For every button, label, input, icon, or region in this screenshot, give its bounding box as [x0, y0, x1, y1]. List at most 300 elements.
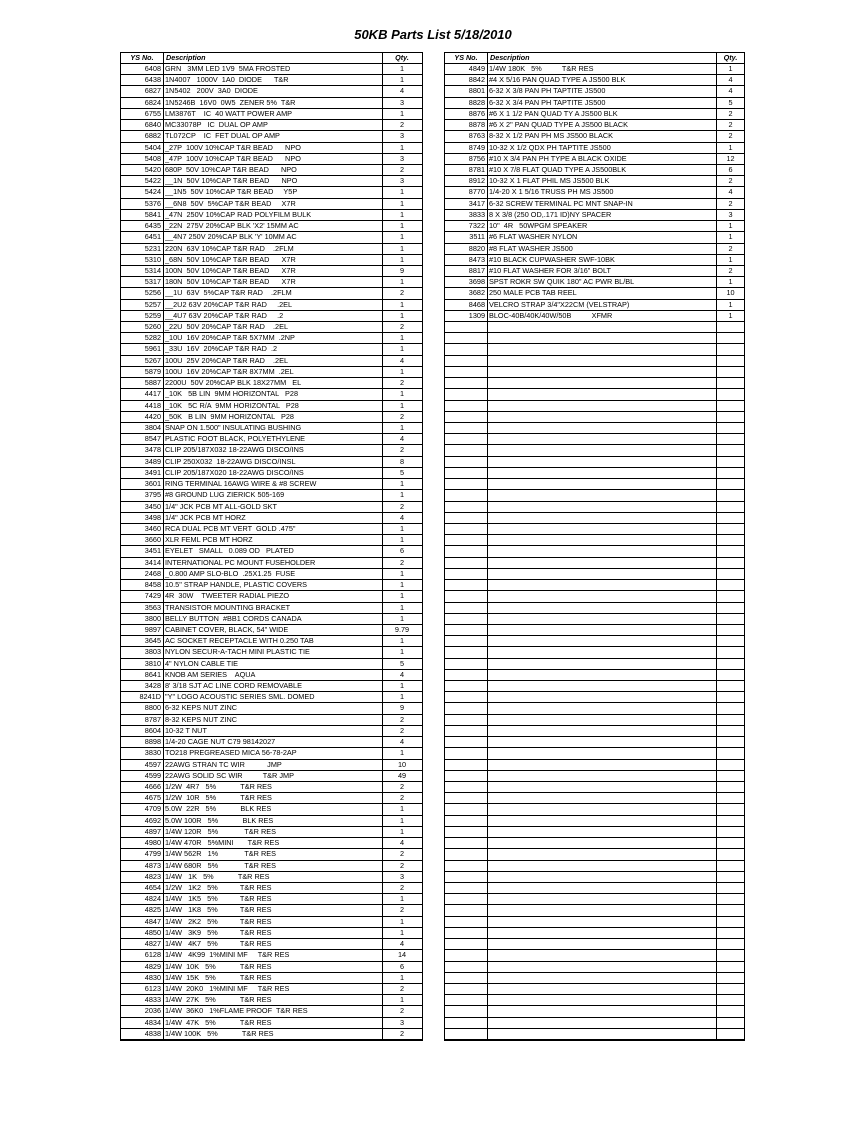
description-cell: BELLY BUTTON #BB1 CORDS CANADA — [165, 613, 302, 623]
table-row — [445, 928, 744, 939]
ys-no-cell: 3601 — [144, 479, 161, 489]
table-row — [121, 367, 422, 378]
description-cell: BLOC-40B/40K/40W/50B XFMR — [489, 310, 613, 320]
ys-no-cell: 3491 — [144, 467, 161, 477]
ys-no-cell: 8800 — [144, 703, 161, 713]
ys-no-cell: 5879 — [144, 366, 161, 376]
ys-no-cell: 1309 — [468, 310, 485, 320]
table-row — [445, 726, 744, 737]
table-row — [445, 793, 744, 804]
table-row — [121, 849, 422, 860]
description-cell: #8 GROUND LUG ZIERICK 505-169 — [165, 490, 285, 500]
qty-cell: 2 — [399, 793, 405, 803]
table-row — [121, 692, 422, 703]
table-row — [121, 962, 422, 973]
ys-no-cell: 4825 — [144, 905, 161, 915]
ys-no-cell: 3563 — [144, 602, 161, 612]
qty-cell: 4 — [728, 187, 733, 197]
table-row — [445, 277, 744, 288]
table-row — [445, 490, 744, 501]
description-cell: INTERNATIONAL PC MOUNT FUSEHOLDER — [165, 557, 316, 567]
qty-cell: 10 — [726, 288, 735, 298]
ys-no-cell: 4417 — [144, 389, 161, 399]
description-cell: EYELET SMALL 0.089 OD PLATED — [165, 546, 294, 556]
table-row — [121, 165, 422, 176]
description-cell: NYLON SECUR-A-TACH MINI PLASTIC TIE — [165, 647, 310, 657]
table-row — [121, 760, 422, 771]
ys-no-cell: 5314 — [144, 265, 161, 275]
qty-cell: 1 — [399, 299, 405, 309]
description-cell: _47N 250V 10%CAP RAD POLYFILM BULK — [165, 209, 312, 219]
ys-no-cell: 3511 — [469, 232, 485, 242]
ys-no-cell: 3478 — [144, 445, 161, 455]
ys-no-cell: 4654 — [144, 882, 161, 892]
description-cell: CLIP 205/187X032 18-22AWG DISCO/INS — [165, 445, 304, 455]
description-cell: #4 X 5/16 PAN QUAD TYPE A JS500 BLK — [489, 75, 626, 85]
qty-cell: 1 — [399, 927, 405, 937]
ys-no-cell: 4847 — [144, 916, 161, 926]
parts-table-left — [120, 52, 423, 1041]
qty-cell: 3 — [399, 176, 405, 186]
table-row — [445, 64, 744, 75]
table-row — [445, 311, 744, 322]
description-cell: PLASTIC FOOT BLACK, POLYETHYLENE — [165, 434, 306, 444]
qty-cell: 3 — [399, 871, 405, 881]
table-row — [445, 187, 744, 198]
qty-cell: 2 — [399, 445, 405, 455]
qty-cell: 1 — [399, 366, 405, 376]
parts-table-right — [444, 52, 745, 1041]
description-cell: 1/2W 10R 5% T&R RES — [165, 793, 272, 803]
ys-no-cell: 5310 — [144, 254, 161, 264]
ys-no-cell: 8912 — [468, 176, 485, 186]
header-qty: Qty. — [723, 53, 738, 62]
description-cell: #6 X 2" PAN QUAD TYPE A JS500 BLACK — [489, 120, 629, 130]
description-cell: __1N5 50V 10%CAP T&R BEAD Y5P — [165, 187, 298, 197]
table-row — [445, 232, 744, 243]
description-cell: RING TERMINAL 16AWG WIRE & #8 SCREW — [165, 479, 317, 489]
ys-no-cell: 9897 — [144, 624, 161, 634]
qty-cell: 4 — [728, 86, 733, 96]
description-cell: 1/4W 680R 5% T&R RES — [165, 860, 276, 870]
qty-cell: 1 — [399, 748, 405, 758]
ys-no-cell: 4897 — [144, 826, 161, 836]
table-row — [445, 905, 744, 916]
table-row — [121, 726, 422, 737]
ys-no-cell: 5408 — [144, 153, 161, 163]
ys-no-cell: 6438 — [144, 75, 161, 85]
qty-cell: 1 — [728, 232, 733, 242]
table-row — [445, 378, 744, 389]
qty-cell: 9.79 — [394, 624, 410, 634]
description-cell: TO218 PREGREASED MICA 56-78-2AP — [165, 748, 297, 758]
ys-no-cell: 6755 — [144, 108, 161, 118]
table-row — [445, 917, 744, 928]
description-cell: 1N5246B 16V0 0W5 ZENER 5% T&R — [165, 97, 296, 107]
description-cell: 8' 3/18 SJT AC LINE CORD REMOVABLE — [165, 681, 302, 691]
description-cell: 22AWG STRAN TC WIR JMP — [165, 759, 282, 769]
ys-no-cell: 6128 — [144, 950, 161, 960]
ys-no-cell: 4829 — [144, 961, 161, 971]
table-row — [121, 479, 422, 490]
description-cell: 100U 16V 20%CAP T&R 8X7MM .2EL — [165, 366, 294, 376]
description-cell: 1/4W 1K5 5% T&R RES — [165, 894, 272, 904]
qty-cell: 4 — [399, 669, 405, 679]
table-row — [445, 86, 744, 97]
description-cell: _27P 100V 10%CAP T&R BEAD NPO — [165, 142, 301, 152]
description-cell: __2U2 63V 20%CAP T&R RAD .2EL — [165, 299, 293, 309]
table-row — [445, 288, 744, 299]
table-row — [445, 1018, 744, 1029]
qty-cell: 1 — [399, 232, 405, 242]
table-row — [121, 244, 422, 255]
table-row — [445, 210, 744, 221]
ys-no-cell: 5260 — [144, 322, 161, 332]
table-row — [121, 928, 422, 939]
qty-cell: 1 — [399, 815, 405, 825]
qty-cell: 1 — [399, 591, 405, 601]
ys-no-cell: 3800 — [144, 613, 161, 623]
ys-no-cell: 3450 — [144, 501, 161, 511]
qty-cell: 2 — [399, 288, 405, 298]
qty-cell: 2 — [399, 1006, 405, 1016]
table-row — [445, 333, 744, 344]
description-cell: #10 X 3/4 PAN PH TYPE A BLACK OXIDE — [489, 153, 627, 163]
description-cell: LM3876T IC 40 WATT POWER AMP — [165, 108, 293, 118]
qty-cell: 9 — [399, 265, 405, 275]
header-description: Description — [166, 53, 206, 62]
ys-no-cell: 4849 — [468, 64, 485, 73]
table-row — [445, 973, 744, 984]
ys-no-cell: 4799 — [144, 849, 161, 859]
qty-cell: 4 — [399, 737, 405, 747]
table-row — [121, 647, 422, 658]
qty-cell: 1 — [399, 333, 405, 343]
description-cell: 5.0W 22R 5% BLK RES — [165, 804, 272, 814]
table-row — [121, 883, 422, 894]
description-cell: "Y" LOGO ACOUSTIC SERIES SML. DOMED — [165, 692, 315, 702]
ys-no-cell: 4692 — [144, 815, 161, 825]
qty-cell: 1 — [399, 636, 405, 646]
qty-cell: 1 — [399, 75, 405, 85]
table-row — [121, 838, 422, 849]
ys-no-cell: 3460 — [144, 523, 161, 533]
table-row — [445, 143, 744, 154]
ys-no-cell: 3830 — [144, 748, 161, 758]
table-row — [445, 367, 744, 378]
ys-no-cell: 4823 — [144, 871, 161, 881]
ys-no-cell: 6408 — [144, 64, 161, 73]
table-row — [445, 109, 744, 120]
ys-no-cell: 3451 — [144, 546, 161, 556]
qty-cell: 2 — [399, 725, 405, 735]
description-cell: _0.800 AMP SLO-BLO .25X1.25 FUSE — [165, 568, 296, 578]
page-title: 50KB Parts List 5/18/2010 — [354, 27, 512, 42]
description-cell: 1/4" JCK PCB MT ALL-GOLD SKT — [165, 501, 277, 511]
ys-no-cell: 5841 — [144, 209, 161, 219]
qty-cell: 1 — [728, 299, 733, 309]
description-cell: __4U7 63V 20%CAP T&R RAD .2 — [165, 310, 284, 320]
table-row — [121, 322, 422, 333]
qty-cell: 1 — [399, 64, 405, 73]
table-row — [121, 950, 422, 961]
table-row — [121, 86, 422, 97]
description-cell: 1N5402 200V 3A0 DIODE — [165, 86, 258, 96]
description-cell: 6-32 X 3/8 PAN PH TAPTITE JS500 — [489, 86, 606, 96]
qty-cell: 2 — [399, 782, 405, 791]
ys-no-cell: 3810 — [144, 658, 161, 668]
description-cell: 1/4W 180K 5% T&R RES — [489, 64, 594, 73]
table-row — [445, 120, 744, 131]
description-cell: 220N 63V 10%CAP T&R RAD .2FLM — [165, 243, 294, 253]
header-ys-no: YS No. — [130, 53, 154, 62]
qty-cell: 1 — [399, 187, 405, 197]
qty-cell: 1 — [399, 479, 405, 489]
ys-no-cell: 5257 — [144, 299, 161, 309]
table-row — [121, 490, 422, 501]
qty-cell: 1 — [399, 804, 405, 814]
qty-cell: 4 — [399, 86, 405, 96]
description-cell: 1/4W 4K99 1%MINI MF T&R RES — [165, 950, 290, 960]
table-row — [445, 1006, 744, 1017]
table-row — [445, 75, 744, 86]
table-row — [445, 457, 744, 468]
table-row — [121, 603, 422, 614]
qty-cell: 1 — [728, 142, 733, 152]
qty-cell: 1 — [399, 894, 405, 904]
description-cell: KNOB AM SERIES AQUA — [165, 669, 256, 679]
table-row — [445, 771, 744, 782]
table-row — [121, 614, 422, 625]
qty-cell: 5 — [399, 658, 405, 668]
table-row — [121, 288, 422, 299]
qty-cell: 6 — [399, 546, 405, 556]
description-cell: __4N7 250V 20%CAP BLK 'Y' 10MM AC — [165, 232, 297, 242]
description-cell: 1/2W 4R7 5% T&R RES — [165, 782, 272, 791]
table-row — [445, 603, 744, 614]
table-row — [121, 187, 422, 198]
table-row — [121, 659, 422, 670]
table-row — [121, 98, 422, 109]
ys-no-cell: 8604 — [144, 725, 161, 735]
header-qty: Qty. — [395, 53, 409, 62]
ys-no-cell: 6827 — [144, 86, 161, 96]
ys-no-cell: 8820 — [468, 243, 485, 253]
table-row — [445, 614, 744, 625]
ys-no-cell: 5317 — [144, 277, 161, 287]
table-row — [121, 176, 422, 187]
qty-cell: 1 — [399, 580, 405, 590]
table-row — [445, 703, 744, 714]
table-row — [445, 244, 744, 255]
description-cell: __1U 63V 5%CAP T&R RAD .2FLM — [165, 288, 292, 298]
ys-no-cell: 5267 — [144, 355, 161, 365]
description-cell: 1/4W 2K2 5% T&R RES — [165, 916, 272, 926]
ys-no-cell: 5424 — [144, 187, 161, 197]
description-cell: 1/4W 1K8 5% T&R RES — [165, 905, 272, 915]
table-row — [121, 210, 422, 221]
ys-no-cell: 8468 — [468, 299, 485, 309]
description-cell: 8-32 KEPS NUT ZINC — [165, 714, 238, 724]
ys-no-cell: 8641 — [144, 669, 161, 679]
description-cell: 1/4W 36K0 1%FLAME PROOF T&R RES — [165, 1006, 308, 1016]
description-cell: _10U 16V 20%CAP T&R 5X7MM .2NP — [165, 333, 295, 343]
ys-no-cell: 8801 — [468, 86, 485, 96]
description-cell: 10.5" STRAP HANDLE, PLASTIC COVERS — [165, 580, 307, 590]
description-cell: SNAP ON 1.500" INSULATING BUSHING — [165, 423, 302, 432]
table-row — [445, 131, 744, 142]
header-ys-no: YS No. — [454, 53, 478, 62]
ys-no-cell: 4666 — [144, 782, 161, 791]
qty-cell: 2 — [728, 131, 733, 141]
table-row — [121, 804, 422, 815]
table-row — [445, 468, 744, 479]
description-cell: 2200U 50V 20%CAP BLK 18X27MM EL — [165, 378, 302, 388]
qty-cell: 2 — [399, 983, 405, 993]
qty-cell: 4 — [399, 434, 405, 444]
table-row — [121, 737, 422, 748]
description-cell: 4" NYLON CABLE TIE — [165, 658, 239, 668]
qty-cell: 1 — [399, 523, 405, 533]
description-cell: TRANSISTOR MOUNTING BRACKET — [165, 602, 291, 612]
table-row — [121, 782, 422, 793]
description-cell: 10" 4R 50WPGM SPEAKER — [489, 221, 588, 231]
table-row — [445, 558, 744, 569]
description-cell: RCA DUAL PCB MT VERT GOLD .475" — [165, 523, 296, 533]
table-row — [445, 165, 744, 176]
table-row — [445, 950, 744, 961]
qty-cell: 2 — [728, 120, 733, 130]
description-cell: 1N4007 1000V 1A0 DIODE T&R — [165, 75, 289, 85]
table-row — [121, 266, 422, 277]
table-row — [445, 98, 744, 109]
ys-no-cell: 6123 — [144, 983, 161, 993]
table-body — [121, 64, 422, 1040]
qty-cell: 2 — [399, 411, 405, 421]
ys-no-cell: 4597 — [144, 759, 161, 769]
qty-cell: 2 — [728, 176, 733, 186]
description-cell: 1/4W 1K 5% T&R RES — [165, 871, 270, 881]
ys-no-cell: 3489 — [144, 456, 161, 466]
table-row — [445, 401, 744, 412]
table-row — [445, 1029, 744, 1040]
description-cell: 1/4-20 CAGE NUT C79 98142027 — [165, 737, 276, 747]
description-cell: 100N 50V 10%CAP T&R BEAD X7R — [165, 265, 296, 275]
table-row — [445, 636, 744, 647]
table-row — [445, 659, 744, 670]
qty-cell: 12 — [726, 153, 735, 163]
table-row — [445, 591, 744, 602]
table-header — [121, 53, 422, 64]
description-cell: 10-32 X 1 FLAT PHIL MS JS500 BLK — [489, 176, 610, 186]
qty-cell: 1 — [728, 310, 733, 320]
table-row — [121, 221, 422, 232]
table-row — [121, 546, 422, 557]
description-cell: 6-32 X 3/4 PAN PH TAPTITE JS500 — [489, 97, 606, 107]
ys-no-cell: 8547 — [144, 434, 161, 444]
description-cell: GRN 3MM LED 1V9 5MA FROSTED — [165, 64, 291, 73]
qty-cell: 2 — [728, 108, 733, 118]
description-cell: _47P 100V 10%CAP T&R BEAD NPO — [165, 153, 301, 163]
table-row — [121, 861, 422, 872]
ys-no-cell: 8473 — [468, 254, 485, 264]
description-cell: _22U 50V 20%CAP T&R RAD .2EL — [165, 322, 289, 332]
qty-cell: 1 — [399, 613, 405, 623]
description-cell: 1/4W 15K 5% T&R RES — [165, 972, 272, 982]
table-row — [121, 232, 422, 243]
description-cell: 4R 30W TWEETER RADIAL PIEZO — [165, 591, 290, 601]
table-row — [121, 255, 422, 266]
qty-cell: 1 — [399, 277, 405, 287]
table-row — [121, 457, 422, 468]
ys-no-cell: 5961 — [144, 344, 161, 354]
description-cell: VELCRO STRAP 3/4"X22CM (VELSTRAP) — [489, 299, 630, 309]
ys-no-cell: 8876 — [468, 108, 485, 118]
description-cell: CABINET COVER, BLACK, 54" WIDE — [165, 624, 289, 634]
qty-cell: 2 — [399, 849, 405, 859]
qty-cell: 9 — [399, 703, 405, 713]
table-row — [445, 255, 744, 266]
ys-no-cell: 2036 — [144, 1006, 161, 1016]
table-row — [121, 905, 422, 916]
ys-no-cell: 8763 — [468, 131, 485, 141]
description-cell: 8-32 X 1/2 PAN PH MS JS500 BLACK — [489, 131, 613, 141]
qty-cell: 10 — [397, 759, 407, 769]
qty-cell: 3 — [399, 97, 405, 107]
table-row — [445, 995, 744, 1006]
description-cell: _50K B LIN 9MM HORIZONTAL P28 — [165, 411, 294, 421]
table-row — [445, 849, 744, 860]
qty-cell: 14 — [397, 950, 407, 960]
table-row — [121, 703, 422, 714]
qty-cell: 8 — [399, 456, 405, 466]
qty-cell: 1 — [399, 681, 405, 691]
table-row — [121, 872, 422, 883]
ys-no-cell: 5256 — [144, 288, 161, 298]
table-row — [121, 445, 422, 456]
ys-no-cell: 4827 — [144, 939, 161, 949]
qty-cell: 1 — [399, 647, 405, 657]
table-row — [121, 434, 422, 445]
qty-cell: 1 — [399, 221, 405, 231]
table-row — [121, 917, 422, 928]
ys-no-cell: 4599 — [144, 770, 161, 780]
ys-no-cell: 4418 — [144, 400, 161, 410]
description-cell: TL072CP IC FET DUAL OP AMP — [165, 131, 280, 141]
table-row — [445, 647, 744, 658]
table-row — [121, 502, 422, 513]
table-row — [445, 760, 744, 771]
table-row — [445, 412, 744, 423]
table-row — [121, 771, 422, 782]
qty-cell: 2 — [399, 501, 405, 511]
ys-no-cell: 3804 — [144, 423, 161, 432]
ys-no-cell: 6435 — [144, 221, 161, 231]
ys-no-cell: 5376 — [144, 198, 161, 208]
ys-no-cell: 8787 — [144, 714, 161, 724]
description-cell: CLIP 205/187X020 18-22AWG DISCO/INS — [165, 467, 304, 477]
qty-cell: 49 — [397, 770, 407, 780]
description-cell: 1/4" JCK PCB MT HORZ — [165, 512, 246, 522]
qty-cell: 1 — [399, 108, 405, 118]
table-row — [445, 670, 744, 681]
table-row — [445, 266, 744, 277]
table-row — [445, 322, 744, 333]
table-row — [445, 524, 744, 535]
table-row — [445, 748, 744, 759]
description-cell: 1/4W 120R 5% T&R RES — [165, 826, 276, 836]
ys-no-cell: 5404 — [144, 142, 161, 152]
